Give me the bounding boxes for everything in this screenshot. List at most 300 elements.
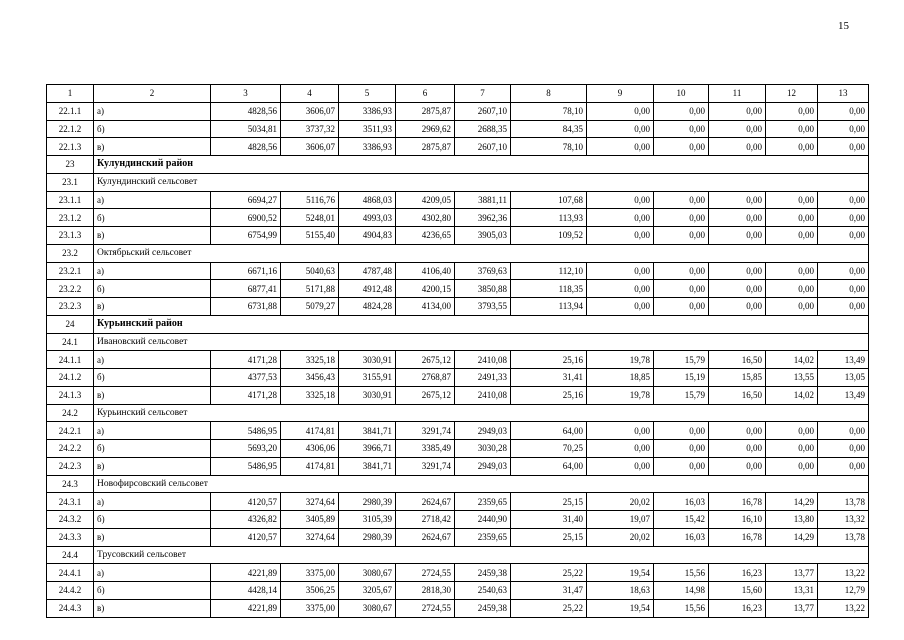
value-cell: 3511,93 [339,120,396,138]
council-row [47,333,869,351]
value-cell: 2718,42 [396,511,455,529]
value-cell: 3606,07 [281,138,339,156]
table-row [47,528,869,546]
value-cell: 31,40 [511,511,587,529]
value-cell: 0,00 [587,422,654,440]
column-header: 4 [281,85,339,103]
value-cell: 0,00 [766,280,818,298]
table-row [47,298,869,316]
value-cell: 4174,81 [281,422,339,440]
value-cell: 13,77 [766,599,818,617]
value-cell: 0,00 [709,440,766,458]
value-cell: 25,15 [511,528,587,546]
council-name: Курьинский сельсовет [94,404,869,422]
value-cell: 0,00 [766,457,818,475]
table-row [47,138,869,156]
value-cell: 2359,65 [455,528,511,546]
value-cell: 13,49 [818,351,869,369]
value-cell: 15,79 [654,351,709,369]
table-row [47,102,869,120]
value-cell: 4134,00 [396,298,455,316]
council-row [47,244,869,262]
value-cell: 16,10 [709,511,766,529]
value-cell: 0,00 [587,138,654,156]
value-cell: 2980,39 [339,493,396,511]
value-cell: 0,00 [587,440,654,458]
council-name: Трусовский сельсовет [94,546,869,564]
value-cell: 3030,28 [455,440,511,458]
value-cell: 2949,03 [455,457,511,475]
value-cell: 25,22 [511,564,587,582]
table-row [47,209,869,227]
value-cell: 2491,33 [455,369,511,387]
value-cell: 4428,14 [211,582,281,600]
table-row [47,120,869,138]
row-variant-label: а) [94,102,211,120]
value-cell: 4824,28 [339,298,396,316]
table-row [47,227,869,245]
value-cell: 13,31 [766,582,818,600]
value-cell: 5040,63 [281,262,339,280]
row-code: 24.1.3 [47,386,94,404]
value-cell: 3375,00 [281,599,339,617]
value-cell: 20,02 [587,528,654,546]
row-variant-label: в) [94,386,211,404]
value-cell: 0,00 [709,227,766,245]
value-cell: 4993,03 [339,209,396,227]
value-cell: 4221,89 [211,599,281,617]
value-cell: 3606,07 [281,102,339,120]
value-cell: 5079,27 [281,298,339,316]
value-cell: 18,63 [587,582,654,600]
value-cell: 2440,90 [455,511,511,529]
row-variant-label: б) [94,120,211,138]
row-variant-label: в) [94,599,211,617]
district-row [47,315,869,333]
row-code: 24.1.1 [47,351,94,369]
column-header: 10 [654,85,709,103]
value-cell: 13,32 [818,511,869,529]
value-cell: 64,00 [511,457,587,475]
value-cell: 0,00 [587,191,654,209]
row-variant-label: а) [94,262,211,280]
row-code: 24.1.2 [47,369,94,387]
value-cell: 13,22 [818,564,869,582]
value-cell: 0,00 [587,280,654,298]
value-cell: 4306,06 [281,440,339,458]
table-row [47,457,869,475]
value-cell: 3386,93 [339,138,396,156]
table-row [47,422,869,440]
row-code: 24.4 [47,546,94,564]
value-cell: 0,00 [766,191,818,209]
value-cell: 0,00 [709,422,766,440]
value-cell: 0,00 [654,422,709,440]
row-variant-label: б) [94,209,211,227]
value-cell: 4120,57 [211,493,281,511]
row-code: 24.1 [47,333,94,351]
value-cell: 15,56 [654,599,709,617]
value-cell: 0,00 [766,138,818,156]
value-cell: 3080,67 [339,564,396,582]
value-cell: 20,02 [587,493,654,511]
value-cell: 113,94 [511,298,587,316]
value-cell: 78,10 [511,138,587,156]
value-cell: 3274,64 [281,528,339,546]
value-cell: 4120,57 [211,528,281,546]
value-cell: 0,00 [654,209,709,227]
value-cell: 2410,08 [455,351,511,369]
value-cell: 19,54 [587,599,654,617]
row-variant-label: а) [94,564,211,582]
district-name: Кулундинский район [94,156,869,174]
value-cell: 4868,03 [339,191,396,209]
value-cell: 3385,49 [396,440,455,458]
value-cell: 3850,88 [455,280,511,298]
row-code: 22.1.1 [47,102,94,120]
value-cell: 14,29 [766,493,818,511]
value-cell: 2688,35 [455,120,511,138]
row-variant-label: в) [94,457,211,475]
value-cell: 0,00 [818,280,869,298]
value-cell: 15,79 [654,386,709,404]
value-cell: 3155,91 [339,369,396,387]
value-cell: 4302,80 [396,209,455,227]
value-cell: 19,78 [587,351,654,369]
row-code: 24.2.3 [47,457,94,475]
value-cell: 6694,27 [211,191,281,209]
row-code: 24.2 [47,404,94,422]
value-cell: 0,00 [818,120,869,138]
value-cell: 84,35 [511,120,587,138]
row-code: 24.2.2 [47,440,94,458]
value-cell: 2724,55 [396,599,455,617]
value-cell: 3375,00 [281,564,339,582]
value-cell: 0,00 [654,138,709,156]
value-cell: 3881,11 [455,191,511,209]
value-cell: 109,52 [511,227,587,245]
table-row [47,262,869,280]
value-cell: 0,00 [654,191,709,209]
value-cell: 0,00 [709,120,766,138]
value-cell: 0,00 [818,262,869,280]
row-code: 23.2.1 [47,262,94,280]
value-cell: 0,00 [709,457,766,475]
value-cell: 0,00 [766,120,818,138]
value-cell: 4221,89 [211,564,281,582]
value-cell: 4171,28 [211,351,281,369]
row-variant-label: а) [94,422,211,440]
value-cell: 0,00 [709,262,766,280]
value-cell: 2410,08 [455,386,511,404]
value-cell: 0,00 [766,209,818,227]
row-variant-label: б) [94,511,211,529]
value-cell: 0,00 [587,120,654,138]
value-cell: 14,02 [766,386,818,404]
table-row [47,191,869,209]
row-code: 24.3.2 [47,511,94,529]
value-cell: 3962,36 [455,209,511,227]
value-cell: 0,00 [654,227,709,245]
row-variant-label: б) [94,369,211,387]
value-cell: 3205,67 [339,582,396,600]
value-cell: 13,78 [818,493,869,511]
value-cell: 14,29 [766,528,818,546]
value-cell: 3841,71 [339,457,396,475]
value-cell: 25,15 [511,493,587,511]
value-cell: 13,22 [818,599,869,617]
value-cell: 3793,55 [455,298,511,316]
value-cell: 16,50 [709,351,766,369]
value-cell: 18,85 [587,369,654,387]
council-name: Ивановский сельсовет [94,333,869,351]
value-cell: 0,00 [654,262,709,280]
table-row [47,351,869,369]
value-cell: 0,00 [818,227,869,245]
value-cell: 6671,16 [211,262,281,280]
table-row [47,493,869,511]
row-code: 23.1.3 [47,227,94,245]
value-cell: 15,19 [654,369,709,387]
value-cell: 5248,01 [281,209,339,227]
value-cell: 16,78 [709,493,766,511]
value-cell: 6900,52 [211,209,281,227]
value-cell: 118,35 [511,280,587,298]
value-cell: 13,80 [766,511,818,529]
value-cell: 0,00 [587,298,654,316]
council-name: Новофирсовский сельсовет [94,475,869,493]
value-cell: 3325,18 [281,351,339,369]
value-cell: 2675,12 [396,386,455,404]
value-cell: 0,00 [709,280,766,298]
value-cell: 2768,87 [396,369,455,387]
value-cell: 4377,53 [211,369,281,387]
value-cell: 19,78 [587,386,654,404]
council-row [47,546,869,564]
value-cell: 15,85 [709,369,766,387]
value-cell: 25,16 [511,351,587,369]
value-cell: 2875,87 [396,138,455,156]
value-cell: 0,00 [818,457,869,475]
value-cell: 2724,55 [396,564,455,582]
value-cell: 5486,95 [211,422,281,440]
value-cell: 3325,18 [281,386,339,404]
value-cell: 3080,67 [339,599,396,617]
value-cell: 5034,81 [211,120,281,138]
row-variant-label: в) [94,138,211,156]
value-cell: 0,00 [709,102,766,120]
value-cell: 13,05 [818,369,869,387]
value-cell: 13,49 [818,386,869,404]
row-code: 23.1.2 [47,209,94,227]
column-header: 11 [709,85,766,103]
value-cell: 13,77 [766,564,818,582]
column-header: 5 [339,85,396,103]
value-cell: 2624,67 [396,528,455,546]
value-cell: 3386,93 [339,102,396,120]
value-cell: 0,00 [709,191,766,209]
value-cell: 4828,56 [211,102,281,120]
table-row [47,386,869,404]
value-cell: 19,07 [587,511,654,529]
value-cell: 4209,05 [396,191,455,209]
value-cell: 4171,28 [211,386,281,404]
tariff-table [46,84,869,618]
value-cell: 4200,15 [396,280,455,298]
row-variant-label: в) [94,528,211,546]
row-code: 24.2.1 [47,422,94,440]
value-cell: 4904,83 [339,227,396,245]
column-header: 2 [94,85,211,103]
value-cell: 3966,71 [339,440,396,458]
row-code: 24.4.1 [47,564,94,582]
value-cell: 0,00 [709,138,766,156]
table-row [47,369,869,387]
table-row [47,564,869,582]
value-cell: 4174,81 [281,457,339,475]
value-cell: 3905,03 [455,227,511,245]
column-header: 7 [455,85,511,103]
value-cell: 13,55 [766,369,818,387]
value-cell: 0,00 [766,262,818,280]
table-header-row [47,85,869,103]
value-cell: 113,93 [511,209,587,227]
row-variant-label: в) [94,298,211,316]
value-cell: 0,00 [818,138,869,156]
value-cell: 13,78 [818,528,869,546]
table-row [47,440,869,458]
row-code: 24 [47,315,94,333]
value-cell: 0,00 [654,102,709,120]
value-cell: 3456,43 [281,369,339,387]
row-code: 23.2 [47,244,94,262]
value-cell: 15,42 [654,511,709,529]
value-cell: 25,22 [511,599,587,617]
district-row [47,156,869,174]
value-cell: 0,00 [766,440,818,458]
value-cell: 0,00 [818,102,869,120]
row-code: 23.1.1 [47,191,94,209]
council-name: Кулундинский сельсовет [94,173,869,191]
column-header: 12 [766,85,818,103]
value-cell: 3274,64 [281,493,339,511]
row-variant-label: б) [94,582,211,600]
row-variant-label: а) [94,191,211,209]
council-row [47,173,869,191]
value-cell: 0,00 [818,209,869,227]
council-name: Октябрьский сельсовет [94,244,869,262]
value-cell: 0,00 [709,298,766,316]
council-row [47,404,869,422]
row-code: 24.3.3 [47,528,94,546]
value-cell: 31,47 [511,582,587,600]
value-cell: 6877,41 [211,280,281,298]
value-cell: 4912,48 [339,280,396,298]
value-cell: 15,56 [654,564,709,582]
value-cell: 5155,40 [281,227,339,245]
value-cell: 16,23 [709,564,766,582]
row-code: 24.4.3 [47,599,94,617]
value-cell: 19,54 [587,564,654,582]
value-cell: 16,78 [709,528,766,546]
value-cell: 0,00 [709,209,766,227]
value-cell: 3506,25 [281,582,339,600]
value-cell: 0,00 [818,440,869,458]
row-code: 22.1.3 [47,138,94,156]
value-cell: 78,10 [511,102,587,120]
row-code: 24.3.1 [47,493,94,511]
value-cell: 0,00 [818,191,869,209]
value-cell: 5486,95 [211,457,281,475]
value-cell: 2675,12 [396,351,455,369]
column-header: 13 [818,85,869,103]
value-cell: 0,00 [766,298,818,316]
value-cell: 2969,62 [396,120,455,138]
value-cell: 3291,74 [396,422,455,440]
table-row [47,511,869,529]
council-row [47,475,869,493]
value-cell: 2359,65 [455,493,511,511]
value-cell: 2949,03 [455,422,511,440]
value-cell: 3030,91 [339,386,396,404]
value-cell: 0,00 [766,102,818,120]
value-cell: 4106,40 [396,262,455,280]
row-code: 23.1 [47,173,94,191]
value-cell: 3841,71 [339,422,396,440]
value-cell: 2607,10 [455,138,511,156]
value-cell: 6754,99 [211,227,281,245]
value-cell: 2875,87 [396,102,455,120]
value-cell: 16,03 [654,528,709,546]
value-cell: 2624,67 [396,493,455,511]
value-cell: 0,00 [654,298,709,316]
value-cell: 5171,88 [281,280,339,298]
value-cell: 16,50 [709,386,766,404]
value-cell: 112,10 [511,262,587,280]
column-header: 9 [587,85,654,103]
value-cell: 2980,39 [339,528,396,546]
row-code: 22.1.2 [47,120,94,138]
value-cell: 3291,74 [396,457,455,475]
row-code: 23.2.3 [47,298,94,316]
table-row [47,599,869,617]
value-cell: 0,00 [766,422,818,440]
value-cell: 4828,56 [211,138,281,156]
row-variant-label: в) [94,227,211,245]
value-cell: 5116,76 [281,191,339,209]
value-cell: 0,00 [766,227,818,245]
value-cell: 0,00 [654,457,709,475]
value-cell: 2818,30 [396,582,455,600]
value-cell: 3030,91 [339,351,396,369]
value-cell: 3105,39 [339,511,396,529]
value-cell: 3405,89 [281,511,339,529]
value-cell: 70,25 [511,440,587,458]
row-code: 23 [47,156,94,174]
district-name: Курьинский район [94,315,869,333]
column-header: 6 [396,85,455,103]
row-variant-label: а) [94,493,211,511]
value-cell: 15,60 [709,582,766,600]
row-variant-label: б) [94,280,211,298]
column-header: 1 [47,85,94,103]
value-cell: 6731,88 [211,298,281,316]
row-code: 24.3 [47,475,94,493]
value-cell: 25,16 [511,386,587,404]
value-cell: 14,98 [654,582,709,600]
value-cell: 0,00 [654,120,709,138]
value-cell: 14,02 [766,351,818,369]
